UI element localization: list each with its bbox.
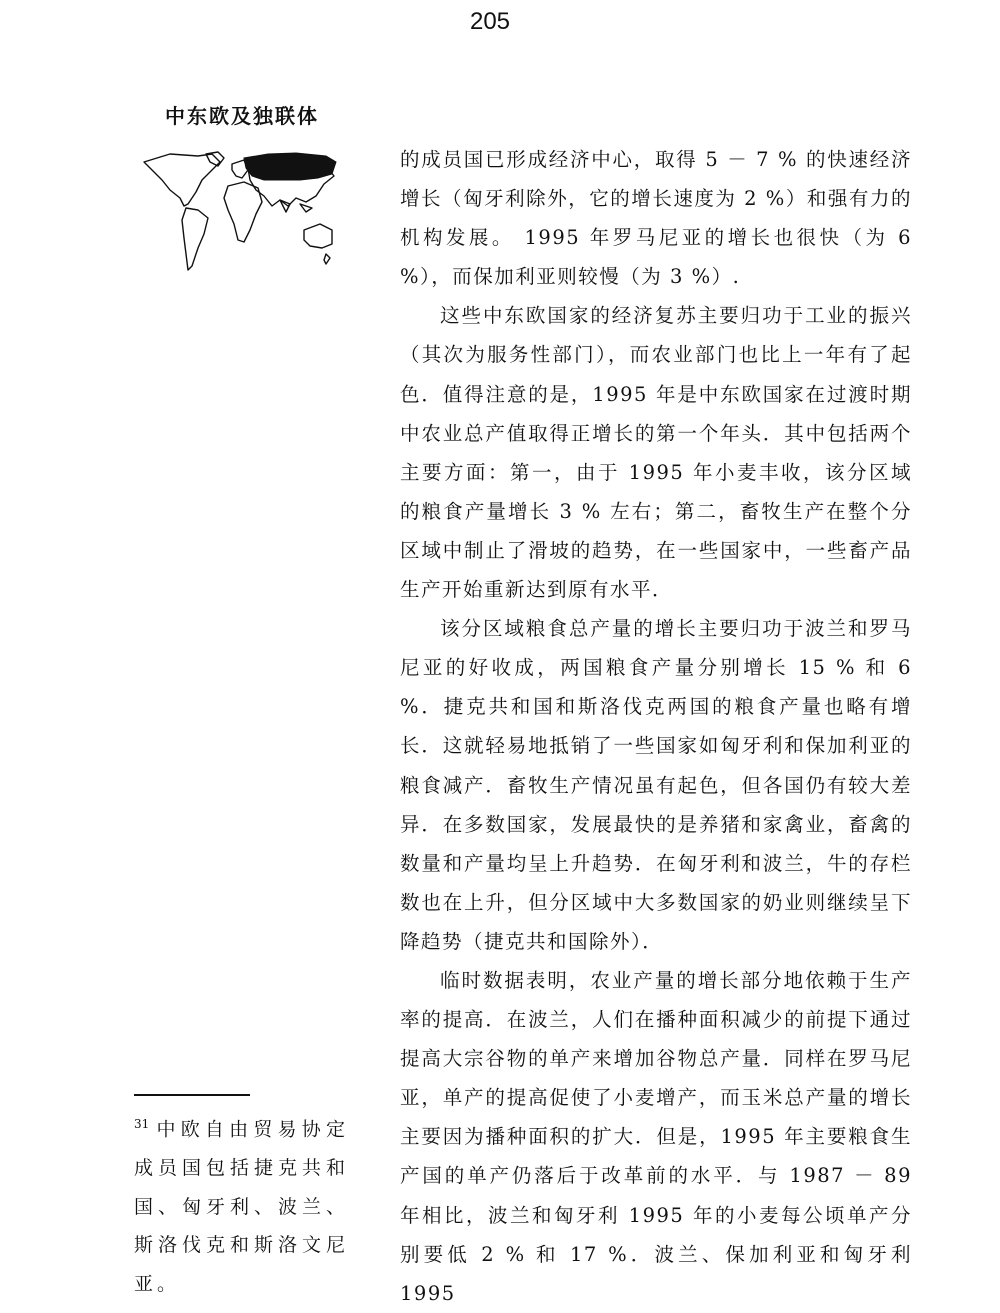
paragraph: 该分区域粮食总产量的增长主要归功于波兰和罗马尼亚的好收成，两国粮食产量分别增长 15 % 和 6 %．捷克共和国和斯洛伐克两国的粮食产量也略有增长．这就轻易地抵销了一些国家如匈牙利和保加利亚的粮食减产．畜牧生产情况虽有起色，但各国仍有较大差异．在多数国家，发展最快的是养猪和家禽业，畜禽的数量和产量均呈上升趋势．在匈牙利和波兰，牛的存栏数也在上升，但分区域中大多数国家的奶业则继续呈下降趋势（捷克共和国除外）． [400, 617, 912, 953]
footnote-text: 中欧自由贸易协定成员国包括捷克共和国、匈牙利、波兰、斯洛伐克和斯洛文尼亚。 [134, 1118, 349, 1295]
paragraph: 的成员国已形成经济中心，取得 5 － 7 % 的快速经济增长（匈牙利除外，它的增长速度为 2 %）和强有力的机构发展。 1995 年罗马尼亚的增长也很快（为 6 %），而保加利亚则较慢（为 3 %）. [400, 148, 912, 289]
paragraph: 这些中东欧国家的经济复苏主要归功于工业的振兴（其次为服务性部门），而农业部门也比上一年有了起色．值得注意的是，1995 年是中东欧国家在过渡时期中农业总产值取得正增长的第一个年头．其中包括两个主要方面：第一，由于 1995 年小麦丰收，该分区域的粮食产量增长 3 % 左右；第二，畜牧生产在整个分区域中制止了滑坡的趋势，在一些国家中，一些畜产品生产开始重新达到原有水平． [400, 304, 912, 602]
footnote-divider [134, 1094, 250, 1096]
main-text [400, 140, 912, 1313]
world-map-icon [140, 150, 340, 280]
footnote-marker: 31 [134, 1117, 150, 1131]
paragraph: 临时数据表明，农业产量的增长部分地依赖于生产率的提高．在波兰，人们在播种面积减少的前提下通过提高大宗谷物的单产来增加谷物总产量．同样在罗马尼亚，单产的提高促使了小麦增产，而玉米总产量的增长主要因为播种面积的扩大．但是，1995 年主要粮食生产国的单产仍落后于改革前的水平．与 1987 － 89 年相比，波兰和匈牙利 1995 年的小麦每公顷单产分别要低 2 % 和 17 %．波兰、保加利亚和匈牙利 1995 [400, 968, 912, 1305]
page-number: 205 [469, 8, 511, 35]
section-heading: 中东欧及独联体 [165, 104, 319, 128]
footnote [134, 1105, 349, 1303]
